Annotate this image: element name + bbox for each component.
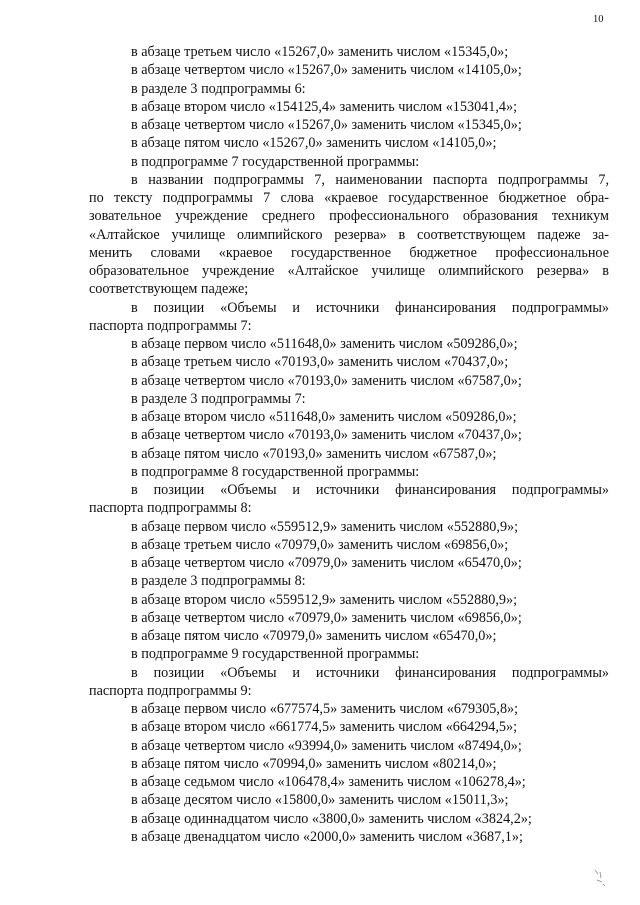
text-line: в абзаце втором число «154125,4» заменить числом «153041,4»; — [131, 98, 518, 115]
margin-mark-icon — [592, 866, 608, 888]
text-line: зовательное учреждение среднего профессионального образования техникум — [89, 208, 609, 225]
text-line: «Алтайское училище олимпийского резерва» в соответствующем падеже за- — [89, 226, 609, 243]
document-body — [89, 43, 609, 846]
text-line: в абзаце седьмом число «106478,4» заменить числом «106278,4»; — [131, 774, 526, 790]
text-line: в абзаце первом число «511648,0» заменить числом «509286,0»; — [131, 336, 518, 352]
text-line: менить словами «краевое государственное бюджетное профессиональное — [89, 244, 609, 261]
text-line: в абзаце одиннадцатом число «3800,0» заменить числом «3824,2»; — [131, 810, 532, 827]
text-line: паспорта подпрограммы 8: — [89, 500, 252, 517]
text-line: в абзаце двенадцатом число «2000,0» заменить числом «3687,1»; — [131, 828, 523, 845]
text-line: в абзаце третьем число «70193,0» заменить числом «70437,0»; — [131, 354, 509, 371]
text-line: в позиции «Объемы и источники финансирования подпрограммы» — [131, 299, 609, 316]
text-line: в абзаце втором число «661774,5» заменить числом «664294,5»; — [131, 719, 518, 736]
text-line: в абзаце пятом число «70979,0» заменить числом «65470,0»; — [131, 628, 497, 644]
page-number: 10 — [593, 14, 604, 25]
text-line: в позиции «Объемы и источники финансирования подпрограммы» — [131, 482, 609, 498]
text-line: в абзаце пятом число «70193,0» заменить числом «67587,0»; — [131, 445, 497, 462]
text-line: соответствующем падеже; — [89, 281, 249, 298]
text-line: в разделе 3 подпрограммы 8: — [131, 573, 306, 590]
text-line: в абзаце пятом число «70994,0» заменить числом «80214,0»; — [131, 755, 497, 772]
text-line: в абзаце четвертом число «93994,0» заменить числом «87494,0»; — [131, 737, 522, 754]
text-line: в абзаце десятом число «15800,0» заменить числом «15011,3»; — [131, 792, 509, 809]
text-line: в абзаце третьем число «15267,0» заменить числом «15345,0»; — [131, 44, 509, 60]
text-line: в абзаце втором число «511648,0» заменить числом «509286,0»; — [131, 409, 517, 425]
text-line: в абзаце четвертом число «70193,0» заменить числом «70437,0»; — [131, 427, 522, 444]
text-line: в абзаце пятом число «15267,0» заменить числом «14105,0»; — [131, 135, 497, 152]
text-line: в подпрограмме 9 государственной программы: — [131, 646, 420, 663]
text-line: в разделе 3 подпрограммы 7: — [131, 390, 306, 407]
text-line: в абзаце четвертом число «70979,0» заменить числом «65470,0»; — [131, 555, 522, 571]
text-line: в подпрограмме 7 государственной программы: — [131, 153, 420, 170]
text-line: паспорта подпрограммы 9: — [89, 682, 252, 699]
text-line: образовательное учреждение «Алтайское училище олимпийского резерва» в — [89, 263, 609, 279]
text-line: в абзаце третьем число «70979,0» заменить числом «69856,0»; — [131, 536, 509, 553]
text-line: в позиции «Объемы и источники финансирования подпрограммы» — [131, 664, 609, 681]
text-line: в абзаце первом число «677574,5» заменить числом «679305,8»; — [131, 701, 519, 717]
text-line: в разделе 3 подпрограммы 6: — [131, 80, 306, 97]
text-line: в абзаце первом число «559512,9» заменить числом «552880,9»; — [131, 518, 519, 535]
text-line: паспорта подпрограммы 7: — [89, 317, 252, 334]
text-line: в подпрограмме 8 государственной программы: — [131, 463, 420, 480]
text-line: в названии подпрограммы 7, наименовании паспорта подпрограммы 7, — [131, 171, 609, 188]
text-line: по тексту подпрограммы 7 слова «краевое государственное бюджетное обра- — [89, 190, 609, 206]
text-line: в абзаце четвертом число «70979,0» заменить числом «69856,0»; — [131, 609, 522, 626]
text-line: в абзаце четвертом число «70193,0» заменить числом «67587,0»; — [131, 372, 522, 389]
text-line: в абзаце четвертом число «15267,0» заменить числом «15345,0»; — [131, 117, 522, 133]
text-line: в абзаце четвертом число «15267,0» заменить числом «14105,0»; — [131, 62, 522, 79]
text-line: в абзаце втором число «559512,9» заменить числом «552880,9»; — [131, 591, 518, 608]
